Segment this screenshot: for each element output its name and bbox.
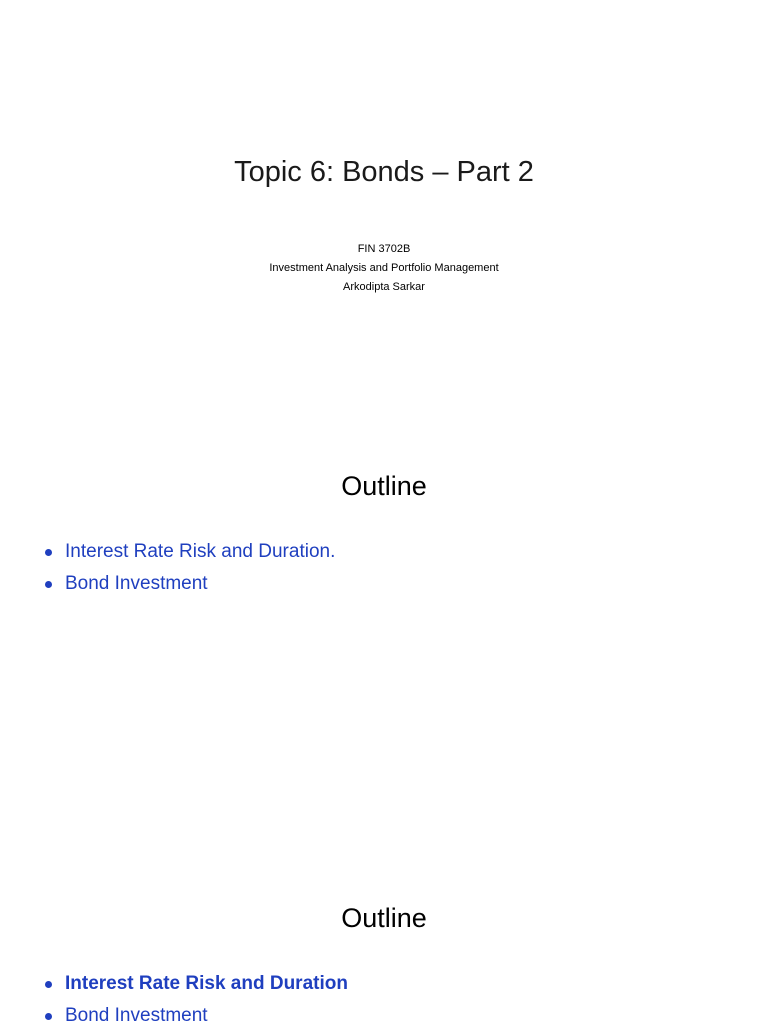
outline-title: Outline <box>341 471 427 501</box>
list-item <box>45 968 348 1000</box>
list-item-label: Interest Rate Risk and Duration. <box>65 541 336 562</box>
course-code: FIN 3702B <box>357 243 411 255</box>
outline-list <box>45 968 348 1032</box>
bullet-icon <box>45 981 52 988</box>
list-item <box>45 1000 348 1032</box>
instructor-name: Arkodipta Sarkar <box>343 281 425 293</box>
course-name: Investment Analysis and Portfolio Management <box>269 262 499 274</box>
list-item <box>45 568 335 600</box>
title-slide <box>0 0 768 432</box>
outline-list <box>45 536 335 600</box>
list-item-label: Interest Rate Risk and Duration <box>65 973 348 994</box>
list-item <box>45 536 335 568</box>
slide-title: Topic 6: Bonds – Part 2 <box>234 156 534 188</box>
outline-slide <box>0 432 768 864</box>
list-item-label: Bond Investment <box>65 573 208 594</box>
slide-subtitle <box>0 240 768 297</box>
bullet-icon <box>45 549 52 556</box>
bullet-icon <box>45 1013 52 1020</box>
list-item-label: Bond Investment <box>65 1005 208 1026</box>
bullet-icon <box>45 581 52 588</box>
outline-slide-highlighted <box>0 864 768 1024</box>
outline-title: Outline <box>341 903 427 933</box>
